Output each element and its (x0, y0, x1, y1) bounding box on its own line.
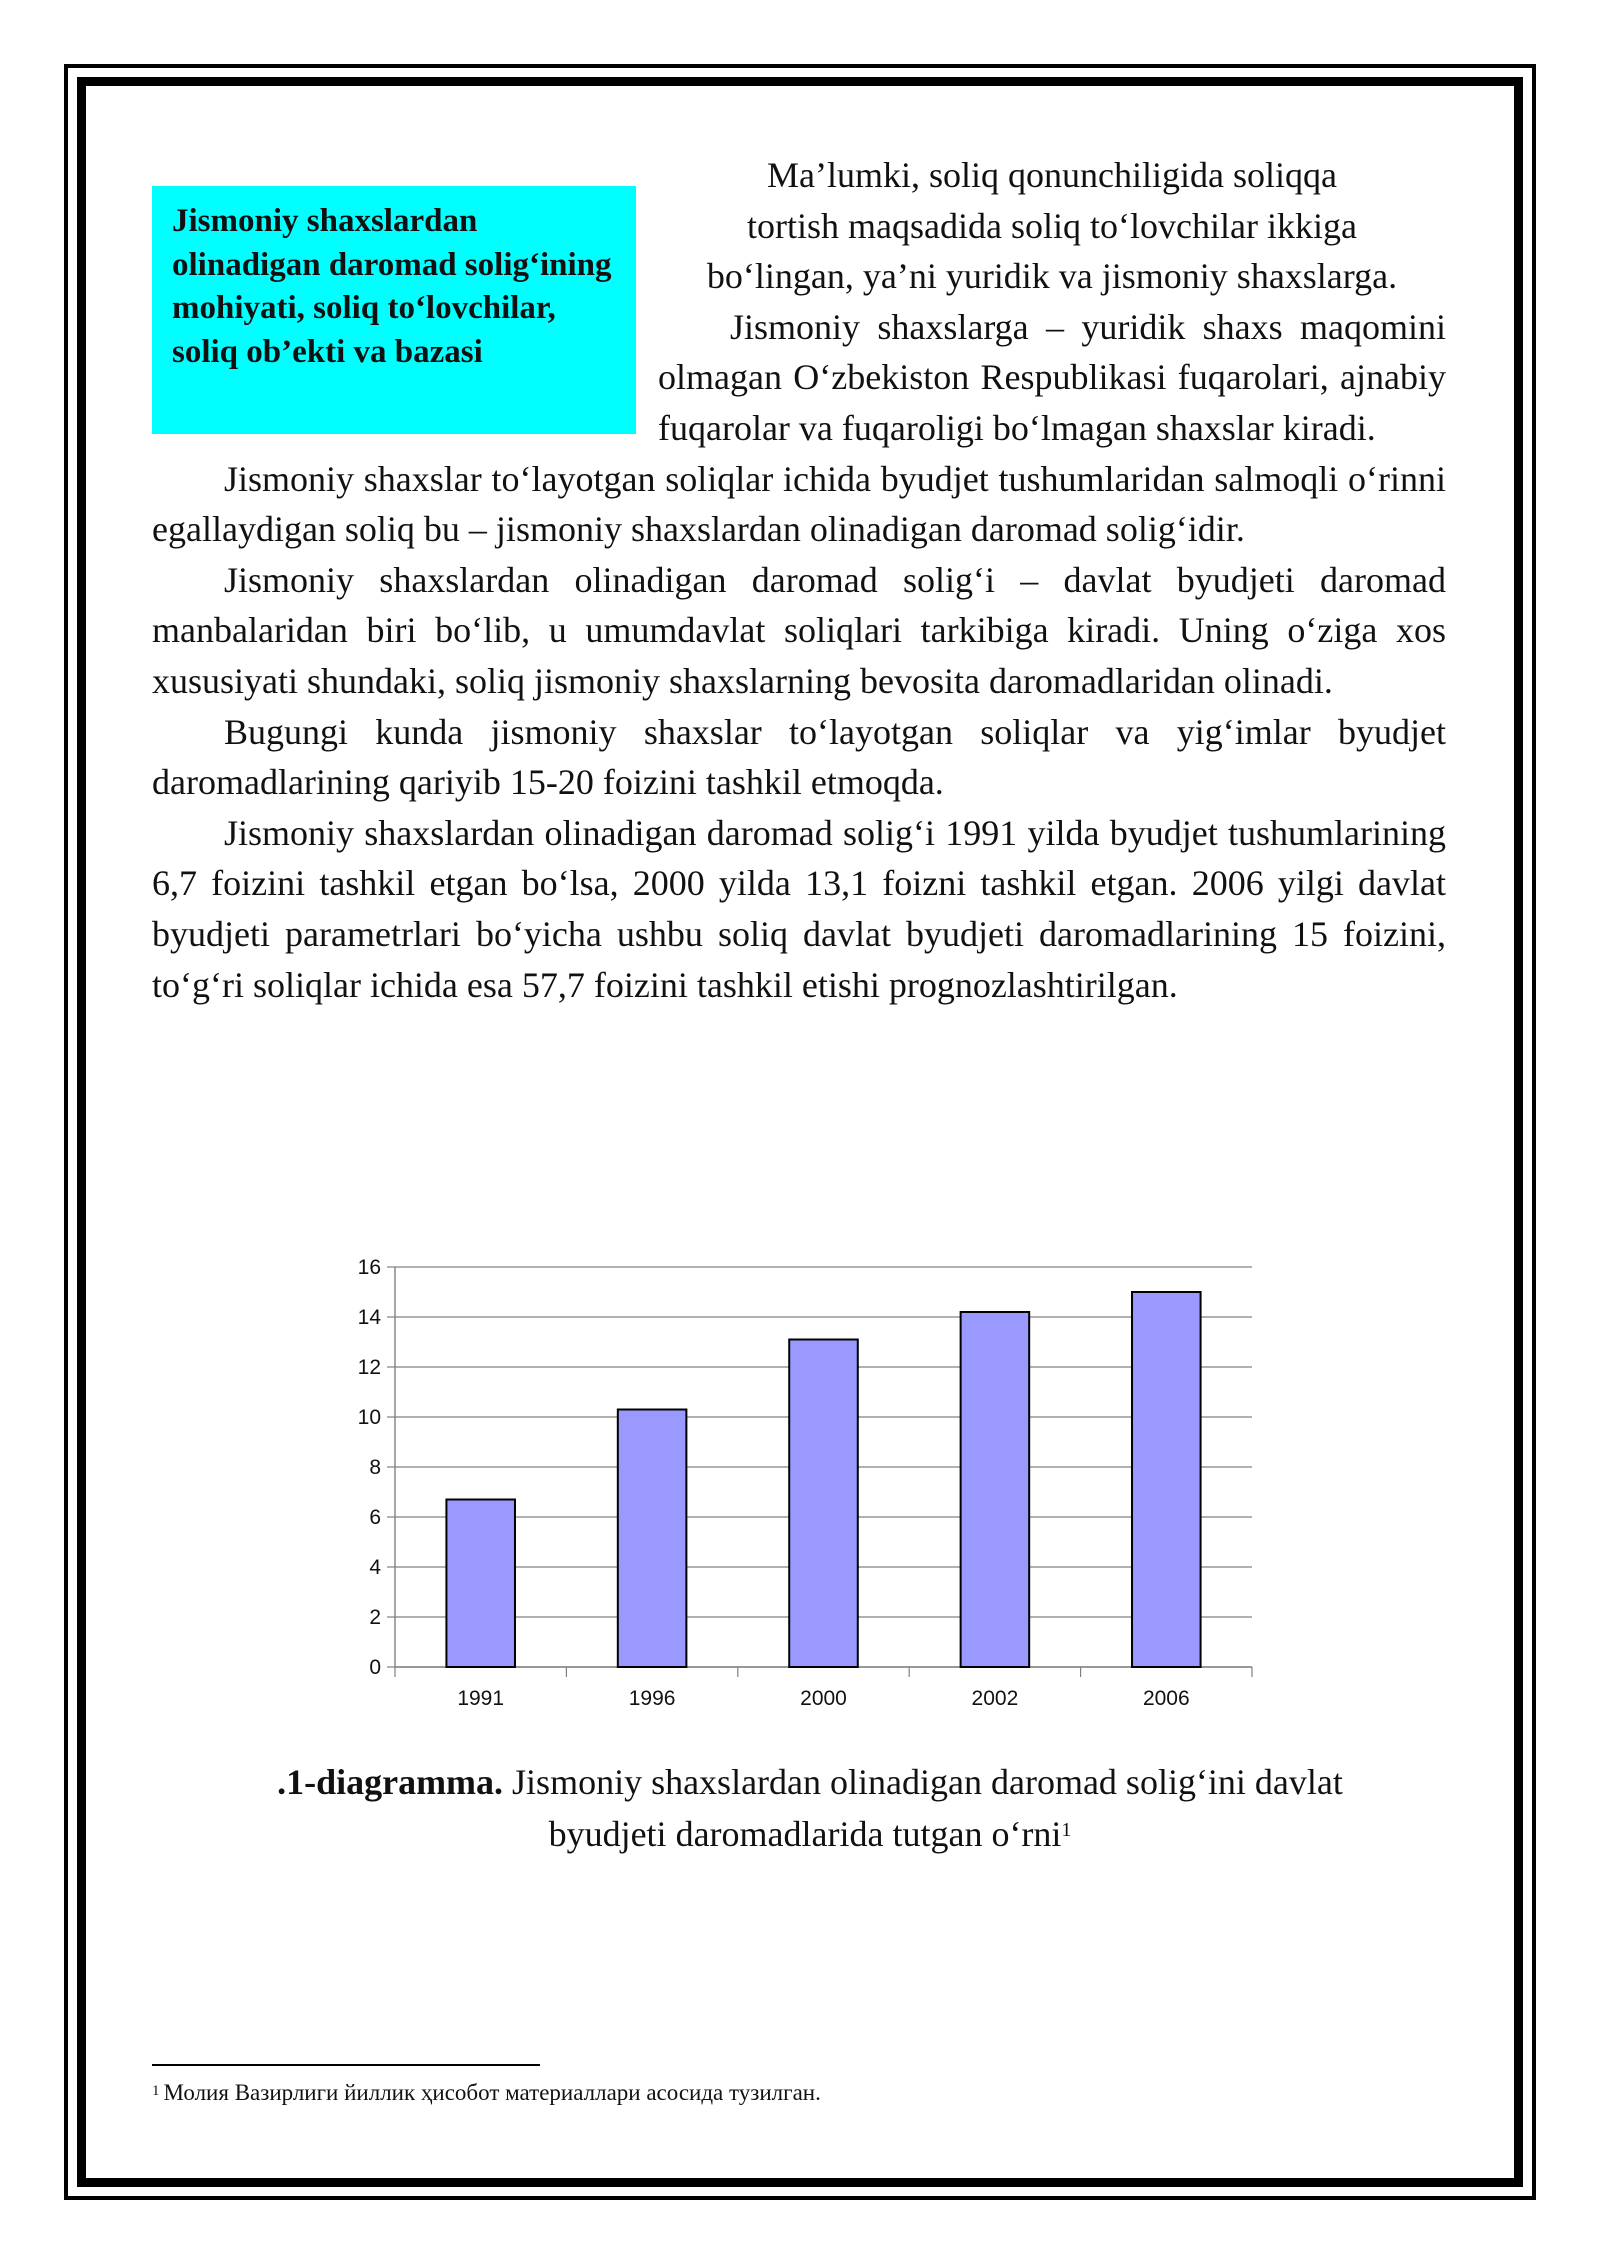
caption-label: .1-diagramma. (277, 1762, 504, 1802)
y-tick-label: 12 (357, 1356, 381, 1379)
paragraph-6: Jismoniy shaxslardan olinadigan daromad solig‘i 1991 yilda byudjet tushumlarining 6,7 foizini tashkil etgan bo‘lsa, 2000 yilda 13,1 foizni tashkil etgan. 2006 yilgi davlat byudjeti parametrlari bo‘yicha ushbu soliq davlat byudjeti daromadlarining 15 foizini, to‘g‘ri soliqlar ichida esa 57,7 foizini tashkil etishi prognozlashtirilgan. (152, 812, 1446, 1005)
y-tick-label: 4 (369, 1556, 381, 1579)
footnote-separator (152, 2064, 540, 2066)
caption-line-2 (160, 1808, 1460, 1860)
paragraph-4: Jismoniy shaxslardan olinadigan daromad solig‘i – davlat byudjeti daromad manbalaridan biri bo‘lib, u umumdavlat soliqlari tarkibiga kiradi. Uning o‘ziga xos xususiyati shundaki, soliq jismoniy shaxslarning bevosita daromadlaridan olinadi. (152, 559, 1446, 701)
x-tick-label: 1991 (457, 1687, 505, 1710)
bar (1132, 1292, 1201, 1667)
caption-text-1: Jismoniy shaxslardan olinadigan daromad solig‘ini davlat (503, 1762, 1343, 1802)
y-tick-label: 14 (357, 1306, 381, 1329)
bar-chart (330, 1242, 1270, 1722)
paragraph-2: Jismoniy shaxslarga – yuridik shaxs maqomini olmagan O‘zbekiston Respublikasi fuqarolari, ajnabiy fuqarolar va fuqaroligi bo‘lmagan shaxslar kiradi. (658, 306, 1446, 448)
y-tick-label: 16 (357, 1256, 381, 1279)
section-title-box (152, 186, 636, 434)
paragraph-3: Jismoniy shaxslar to‘layotgan soliqlar ichida byudjet tushumlaridan salmoqli o‘rinni egallaydigan soliq bu – jismoniy shaxslardan olinadigan daromad solig‘idir. (152, 458, 1446, 550)
caption-line-1 (160, 1756, 1460, 1808)
bar-chart-svg (330, 1242, 1270, 1722)
bar (961, 1312, 1030, 1667)
document-body (152, 150, 1446, 1010)
y-tick-label: 2 (369, 1606, 381, 1629)
figure-caption (160, 1756, 1460, 1860)
footnote (152, 2078, 821, 2108)
x-tick-label: 2000 (800, 1687, 847, 1710)
caption-footnote-mark: 1 (1061, 1819, 1072, 1841)
paragraph-1-line-1: Ma’lumki, soliq qonunchiligida soliqqa (767, 155, 1337, 195)
y-tick-label: 8 (369, 1456, 381, 1479)
x-tick-label: 2002 (971, 1687, 1019, 1710)
x-tick-label: 2006 (1142, 1687, 1190, 1710)
y-tick-label: 10 (357, 1406, 381, 1429)
bar (789, 1340, 858, 1668)
paragraph-1-line-2: tortish maqsadida soliq to‘lovchilar ikkiga (747, 205, 1357, 246)
y-tick-label: 0 (369, 1656, 381, 1679)
paragraph-1-line-3: bo‘lingan, ya’ni yuridik va jismoniy shaxslarga. (706, 256, 1398, 297)
bar (446, 1500, 515, 1668)
paragraph-5: Bugungi kunda jismoniy shaxslar to‘layotgan soliqlar va yig‘imlar byudjet daromadlarining qariyib 15-20 foizini tashkil etmoqda. (152, 711, 1446, 803)
section-title: Jismoniy shaxslardan olinadigan daromad solig‘ining mohiyati, soliq to‘lovchilar, soliq ob’ekti va bazasi (172, 203, 612, 370)
caption-text-2: byudjeti daromadlarida tutgan o‘rni (548, 1814, 1062, 1854)
footnote-mark: 1 (152, 2083, 160, 2099)
bar (618, 1410, 687, 1668)
footnote-text: Молия Вазирлиги йиллик ҳисобот материаллари асосида тузилган. (163, 2080, 821, 2105)
y-tick-label: 6 (369, 1506, 381, 1529)
x-tick-label: 1996 (628, 1687, 676, 1710)
